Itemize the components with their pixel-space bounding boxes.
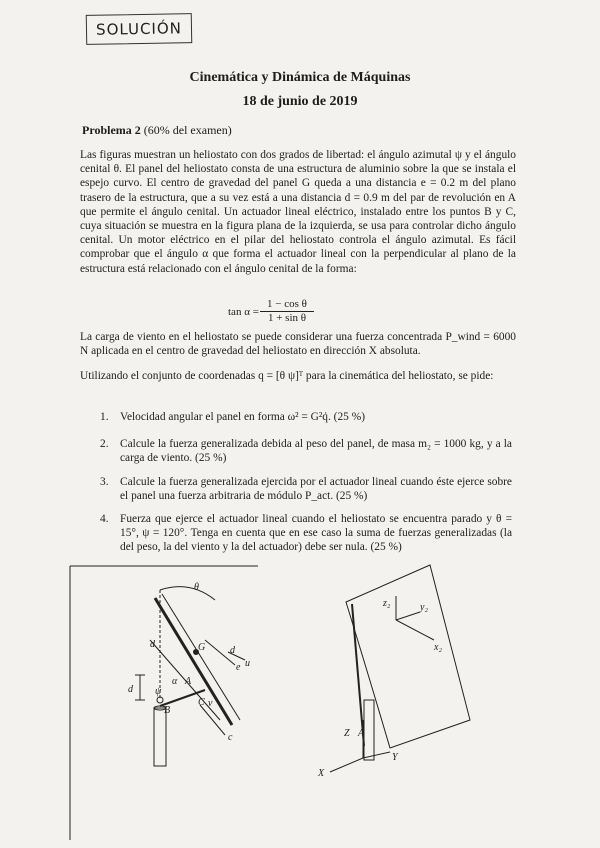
problem-label: Problema 2	[82, 123, 141, 137]
heliostat-3d-labels	[317, 598, 442, 779]
heliostat-3d-drawing	[330, 565, 470, 772]
label-g: G	[198, 642, 206, 653]
label-d2: d	[230, 645, 235, 656]
exam-date: 18 de junio de 2019	[242, 94, 358, 109]
label-z2: z₂	[383, 598, 391, 609]
label-alpha: α	[172, 676, 178, 687]
label-psi: ψ	[155, 686, 162, 697]
formula-denominator: 1 + sin θ	[267, 312, 307, 324]
label-d3: d	[128, 684, 133, 695]
label-e: e	[236, 662, 241, 673]
label-v: v	[208, 698, 213, 709]
problem-weight: (60% del examen)	[143, 123, 232, 137]
label-a: A	[185, 676, 192, 687]
question-number: 4.	[100, 513, 109, 525]
question-text: Calcule la fuerza generalizada debida al peso del panel, de masa m₂ = 1000 kg, y a la carga de viento. (25 %)	[120, 438, 512, 465]
question-text: Velocidad angular el panel en forma ω² = G²q̇. (25 %)	[120, 411, 365, 423]
course-title: Cinemática y Dinámica de Máquinas	[189, 70, 411, 85]
question-number: 2.	[100, 438, 109, 450]
label-x2: x₂	[434, 642, 442, 653]
label-c: C	[198, 697, 205, 708]
wind-paragraph: La carga de viento en el heliostato se puede considerar una fuerza concentrada P_wind = 6000 N aplicada en el centro de gravedad del heliostato en dirección X absoluta.	[80, 331, 516, 358]
coordinates-paragraph: Utilizando el conjunto de coordenadas q = [θ ψ]ᵀ para la cinemática del heliostato, se pide:	[80, 370, 494, 382]
label-u: u	[245, 658, 250, 669]
question-text: Fuerza que ejerce el actuador lineal cuando el heliostato se encuentra parado y θ = 15°, ψ = 120°. Tenga en cuenta que en ese caso la suma de fuerzas generalizadas (la del peso, la del viento y la del actuador) debe ser nula. (25 %)	[120, 513, 512, 554]
question-number: 1.	[100, 411, 109, 423]
label-y2: y₂	[420, 602, 428, 613]
solution-stamp: SOLUCIÓN	[86, 13, 193, 45]
label-a-3d: A	[358, 728, 365, 739]
label-x: X	[318, 768, 325, 779]
question-number: 3.	[100, 476, 109, 488]
intro-paragraph: Las figuras muestran un heliostato con dos grados de libertad: el ángulo azimutal ψ y el ángulo cenital θ. El panel del heliostato consta de una estructura de aluminio sobre la que se instala el espejo curvo. El centro de gravedad del panel G queda a una distancia e = 0.2 m del plano trasero de la estructura, que a su vez está a una distancia d = 0.9 m del par de revolución en A que permite el ángulo cenital. Un actuador lineal eléctrico, instalado entre los puntos B y C, cuya situación se muestra en la figura plana de la izquierda, se usa para controlar dicho ángulo cenital. Un motor eléctrico en el pilar del heliostato controla el ángulo azimutal. Es fácil comprobar que el ángulo α que forma el actuador lineal con la perpendicular al plano de la estructura está relacionado con el ángulo cenital de la forma:	[80, 149, 516, 275]
label-y: Y	[392, 752, 398, 763]
formula-numerator: 1 − cos θ	[260, 298, 314, 312]
label-z: Z	[344, 728, 350, 739]
label-b: B	[164, 705, 171, 716]
label-c-small: c	[228, 732, 233, 743]
question-text: Calcule la fuerza generalizada ejercida por el actuador lineal cuando éste ejerce sobre el panel una fuerza arbitraria de módulo P_act. (25 %)	[120, 476, 512, 503]
label-theta: θ	[194, 582, 199, 593]
label-d1: d	[150, 639, 155, 650]
formula-lhs: tan α =	[228, 306, 259, 318]
